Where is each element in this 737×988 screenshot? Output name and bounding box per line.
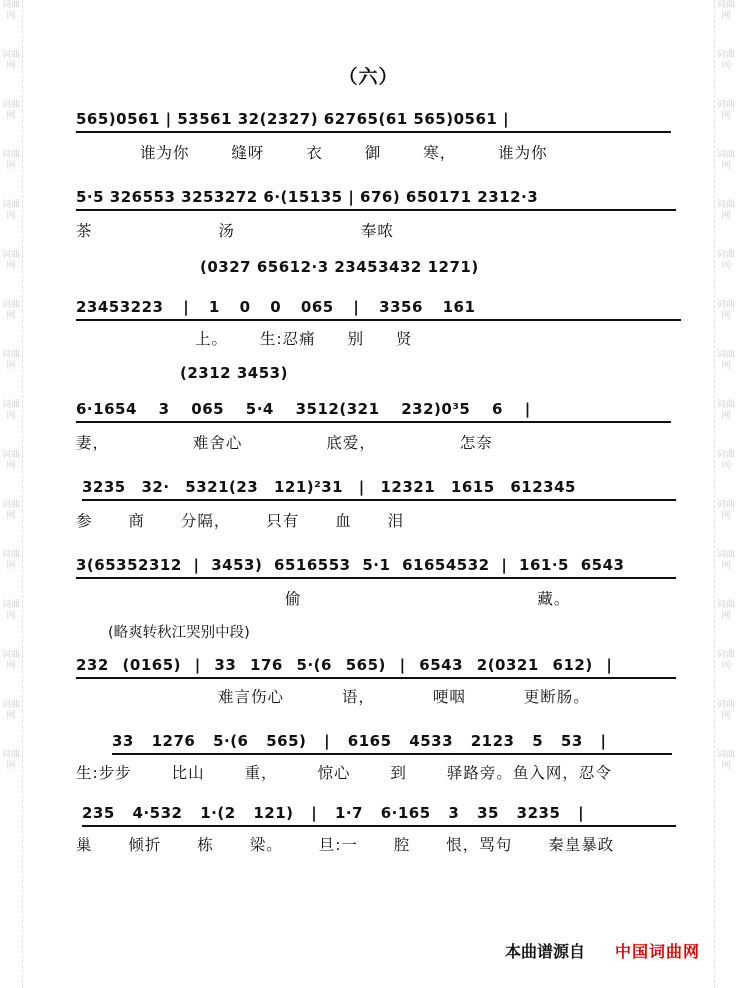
lyrics-line	[0, 588, 737, 610]
watermark: 词曲网	[716, 0, 735, 21]
watermark: 词曲网	[716, 550, 735, 571]
score-line	[0, 730, 737, 752]
watermark: 词曲网	[716, 250, 735, 271]
lyrics-line	[0, 432, 737, 454]
site-name-link[interactable]: 中国词曲网	[615, 942, 701, 961]
notation-line: 33 1276 5·(6 565) | 6165 4533 2123 5 53 |	[112, 730, 672, 755]
performance-note: (略爽转秋江哭别中段)	[108, 625, 250, 641]
lyrics-text: 谁为你 缝呀 衣 御 寒， 谁为你	[140, 144, 548, 162]
notation-line: 6·1654 3 065 5·4 3512(321 232)0³5 6 |	[76, 398, 671, 423]
watermark: 词曲网	[716, 750, 735, 771]
notation-line: 235 4·532 1·(2 121) | 1·7 6·165 3 35 3235 |	[82, 802, 676, 827]
score-line	[0, 654, 737, 676]
watermark: 词曲网	[716, 300, 735, 321]
lyrics-text: 生:步步 比山 重， 惊心 到 驿路旁。鱼入网，忍令	[76, 764, 612, 782]
score-line	[0, 476, 737, 498]
watermark: 词曲网	[1, 750, 20, 771]
watermark: 词曲网	[1, 700, 20, 721]
lyrics-line	[0, 510, 737, 532]
notation-line: 565)0561 | 53561 32(2327) 62765(61 565)0561 |	[76, 108, 671, 133]
lyrics-line	[0, 762, 737, 784]
score-line	[0, 186, 737, 208]
notation-line: (0327 65612·3 23453432 1271)	[200, 258, 479, 276]
score-line	[0, 296, 737, 318]
lyrics-text: 偷 藏。	[285, 590, 571, 608]
watermark: 词曲网	[1, 550, 20, 571]
watermark: 词曲网	[1, 150, 20, 171]
watermark: 词曲网	[716, 500, 735, 521]
watermark: 词曲网	[716, 350, 735, 371]
watermark: 词曲网	[1, 300, 20, 321]
source-label: 本曲谱源自	[505, 942, 586, 961]
notation-line: 3(65352312 | 3453) 6516553 5·1 61654532 | 161·5 6543	[76, 554, 676, 579]
lyrics-text: 难言伤心 语， 哽咽 更断肠。	[218, 688, 590, 706]
score-line	[0, 802, 737, 824]
watermark: 词曲网	[716, 600, 735, 621]
watermark: 词曲网	[716, 450, 735, 471]
notation-line: (2312 3453)	[180, 364, 288, 382]
watermark: 词曲网	[1, 100, 20, 121]
watermark: 词曲网	[1, 0, 20, 21]
watermark: 词曲网	[1, 400, 20, 421]
lyrics-text: 妻， 难舍心 底爱， 怎奈	[76, 434, 493, 452]
notation-line: 3235 32· 5321(23 121)²31 | 12321 1615 612345	[82, 476, 676, 501]
lyrics-line	[0, 328, 737, 350]
lyrics-text: 巢 倾折 栋 梁。 旦:一 腔 恨，骂句 秦皇暴政	[76, 836, 615, 854]
lyrics-text: 参 商 分隔， 只有 血 泪	[76, 512, 405, 530]
notation-line: 232 (0165) | 33 176 5·(6 565) | 6543 2(0321 612) |	[76, 654, 676, 679]
watermark: 词曲网	[1, 350, 20, 371]
watermark: 词曲网	[1, 200, 20, 221]
notation-line: 5·5 326553 3253272 6·(15135 | 676) 650171 2312·3	[76, 186, 676, 211]
watermark: 词曲网	[1, 650, 20, 671]
watermark: 词曲网	[716, 200, 735, 221]
section-title: （六）	[338, 66, 399, 88]
watermark: 词曲网	[716, 400, 735, 421]
watermark: 词曲网	[716, 700, 735, 721]
lyrics-text: 茶 汤 奉哝	[76, 222, 394, 240]
watermark: 词曲网	[1, 50, 20, 71]
score-line	[0, 622, 737, 644]
score-line	[0, 398, 737, 420]
watermark: 词曲网	[716, 50, 735, 71]
score-line	[0, 554, 737, 576]
watermark: 词曲网	[1, 450, 20, 471]
watermark: 词曲网	[1, 500, 20, 521]
lyrics-line	[0, 834, 737, 856]
lyrics-line	[0, 686, 737, 708]
watermark: 词曲网	[716, 150, 735, 171]
watermark: 词曲网	[716, 100, 735, 121]
score-line	[0, 362, 737, 384]
watermark: 词曲网	[1, 250, 20, 271]
watermark: 词曲网	[1, 600, 20, 621]
score-line	[0, 256, 737, 278]
score-line	[0, 108, 737, 130]
lyrics-line	[0, 220, 737, 242]
lyrics-line	[0, 142, 737, 164]
notation-line: 23453223 | 1 0 0 065 | 3356 161	[76, 296, 681, 321]
lyrics-text: 上。 生:忍痛 别 贤	[195, 330, 413, 348]
watermark: 词曲网	[716, 650, 735, 671]
